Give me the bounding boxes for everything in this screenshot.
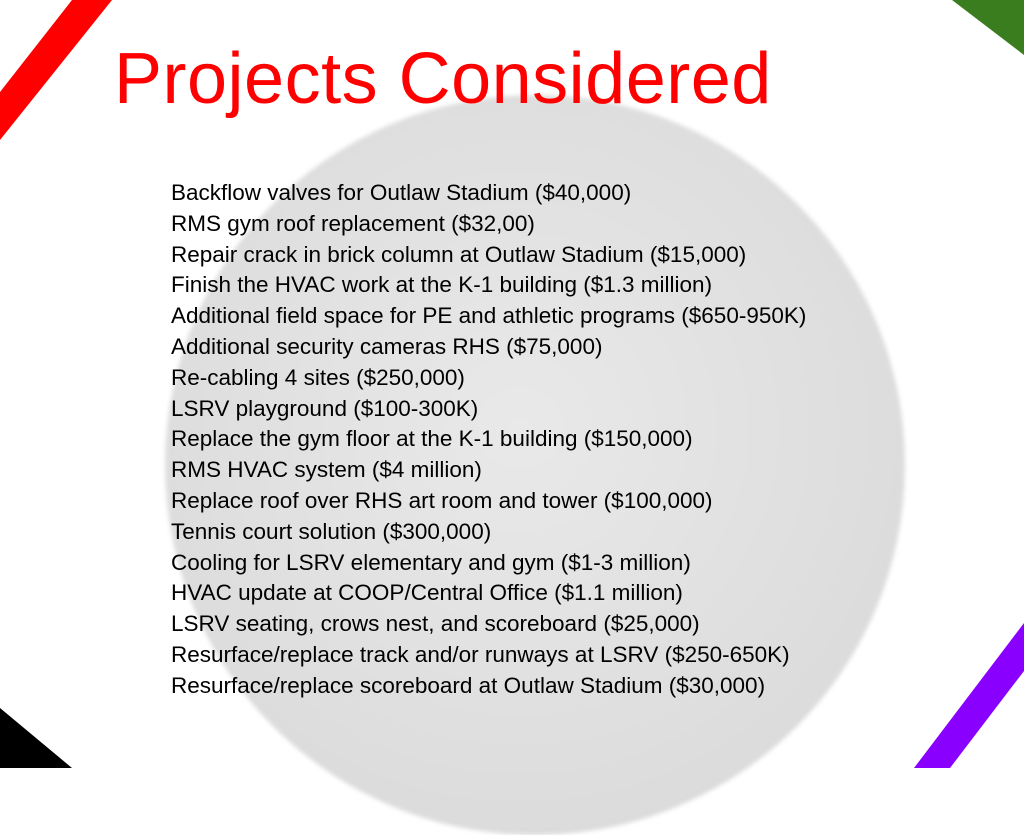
list-item: HVAC update at COOP/Central Office ($1.1 million) (171, 580, 683, 606)
slide-title: Projects Considered (114, 39, 772, 119)
list-item: Additional field space for PE and athletic programs ($650-950K) (171, 303, 807, 329)
corner-triangle-green (952, 0, 1024, 55)
list-item: Resurface/replace track and/or runways at LSRV ($250-650K) (171, 641, 790, 667)
corner-triangle-black (0, 708, 72, 768)
list-item: Replace roof over RHS art room and tower ($100,000) (171, 487, 713, 513)
list-item: Tennis court solution ($300,000) (171, 518, 492, 544)
list-item: Backflow valves for Outlaw Stadium ($40,000) (171, 180, 632, 205)
corner-stripe-red (0, 0, 112, 140)
list-item: Re-cabling 4 sites ($250,000) (171, 364, 465, 390)
project-list (171, 178, 806, 702)
list-item: Repair crack in brick column at Outlaw Stadium ($15,000) (171, 241, 747, 267)
list-item: Replace the gym floor at the K-1 building ($150,000) (171, 426, 693, 452)
list-item: RMS gym roof replacement ($32,00) (171, 210, 535, 236)
list-item: RMS HVAC system ($4 million) (171, 457, 482, 483)
list-item: Finish the HVAC work at the K-1 building ($1.3 million) (171, 272, 713, 298)
list-item: Resurface/replace scoreboard at Outlaw Stadium ($30,000) (171, 672, 766, 698)
list-item: Cooling for LSRV elementary and gym ($1-3 million) (171, 549, 691, 575)
corner-stripe-purple (914, 623, 1024, 768)
list-item: LSRV seating, crows nest, and scoreboard ($25,000) (171, 611, 700, 637)
list-item: LSRV playground ($100-300K) (171, 395, 479, 421)
list-item: Additional security cameras RHS ($75,000) (171, 333, 603, 359)
